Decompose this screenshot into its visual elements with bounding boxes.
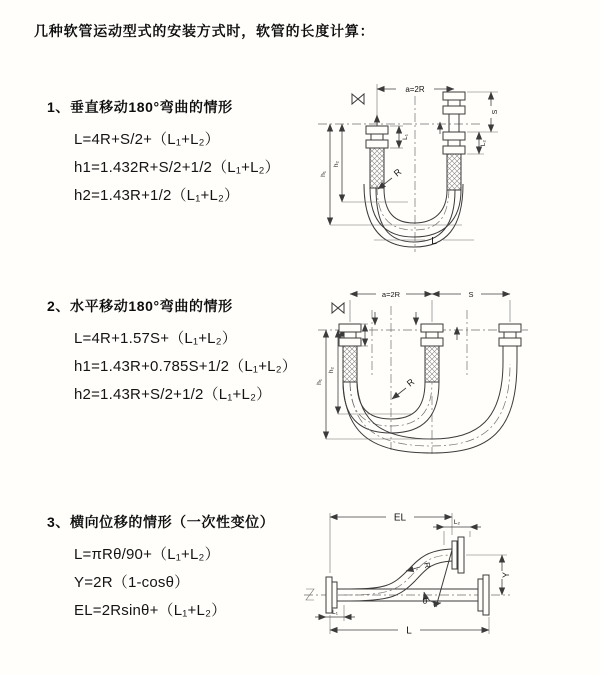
right-leg-fitting	[440, 92, 465, 190]
dimension-l	[330, 615, 489, 637]
dim-label-y: Y	[501, 571, 511, 579]
valve-symbol-icon	[352, 94, 364, 104]
left-leg-fitting	[339, 312, 375, 382]
dim-label-h2: h₂	[328, 366, 335, 374]
dimension-el	[330, 513, 452, 574]
dim-label-l: L	[431, 236, 437, 247]
diagram-3-drawing	[300, 503, 592, 643]
dim-label-h1: h₁	[320, 171, 327, 177]
formula-h2: h2=1.43R+S/2+1/2（L₁+L₂）	[74, 386, 272, 403]
dim-label-h2: h₂	[333, 160, 340, 168]
dimension-l1	[390, 126, 409, 148]
diagram-lateral-displacement	[300, 503, 592, 648]
formula-y: Y=2R（1-cosθ）	[74, 574, 190, 591]
hose-s-curve-displaced	[344, 537, 464, 601]
section-lateral-displacement	[47, 512, 332, 625]
section-1-heading: 1、垂直移动180°弯曲的情形	[47, 99, 233, 115]
dim-label-s: S	[492, 109, 499, 115]
angle-theta	[423, 550, 452, 607]
dim-label-a2r: a=2R	[405, 85, 425, 94]
formula-h1: h1=1.43R+0.785S+1/2（L₁+L₂）	[74, 358, 297, 375]
diagram-vertical-180-bend	[312, 76, 524, 263]
section-vertical-180	[47, 97, 332, 210]
dim-label-r: R	[404, 376, 417, 389]
dim-label-l2: L₂	[453, 519, 461, 526]
diagram-2-drawing	[312, 284, 592, 456]
dim-label-h1: h₁	[316, 379, 323, 385]
middle-leg-fitting	[416, 312, 457, 382]
dim-label-l2: L₂	[480, 139, 487, 147]
dim-label-theta: θ	[422, 597, 428, 606]
formula-h1: h1=1.432R+S/2+1/2（L₁+L₂）	[74, 159, 280, 176]
formula-el: EL=2Rsinθ+（L₁+L₂）	[74, 602, 227, 619]
dimension-l2	[467, 132, 487, 154]
formula-length: L=4R+S/2+（L₁+L₂）	[74, 131, 220, 148]
dimension-h1	[320, 124, 462, 225]
dim-label-s: S	[468, 290, 474, 299]
left-leg-fitting	[366, 115, 388, 188]
dim-label-r: R	[422, 561, 433, 570]
formula-h2: h2=1.43R+1/2（L₁+L₂）	[74, 187, 240, 204]
dim-label-a2r: a=2R	[381, 290, 401, 299]
dim-label-r: R	[391, 166, 404, 179]
page-title: 几种软管运动型式的安装方式时，软管的长度计算：	[34, 23, 375, 39]
radius-callout	[392, 376, 417, 399]
dim-label-el: EL	[393, 512, 407, 524]
dimension-width-a2r	[377, 84, 454, 120]
dim-label-l1: L₁	[332, 609, 338, 616]
diagram-1-drawing	[312, 76, 524, 258]
diagram-horizontal-180-bend	[312, 284, 592, 461]
formula-length: L=πRθ/90+（L₁+L₂）	[74, 546, 220, 563]
right-leg-fitting	[499, 324, 521, 362]
dimension-stroke-s	[467, 92, 499, 132]
dim-label-l1: L₁	[402, 134, 409, 140]
break-symbol-icon	[306, 589, 314, 600]
radius-callout	[406, 562, 432, 571]
section-2-heading: 2、水平移动180°弯曲的情形	[47, 298, 233, 314]
dimension-stroke-s	[432, 290, 510, 322]
dim-label-l: L	[406, 625, 412, 637]
section-3-heading: 3、横向位移的情形（一次性变位）	[47, 514, 275, 530]
valve-symbol-icon	[332, 303, 344, 313]
section-horizontal-180	[47, 296, 332, 409]
hose-u-bend	[364, 184, 463, 247]
formula-length: L=4R+1.57S+（L₁+L₂）	[74, 330, 237, 347]
